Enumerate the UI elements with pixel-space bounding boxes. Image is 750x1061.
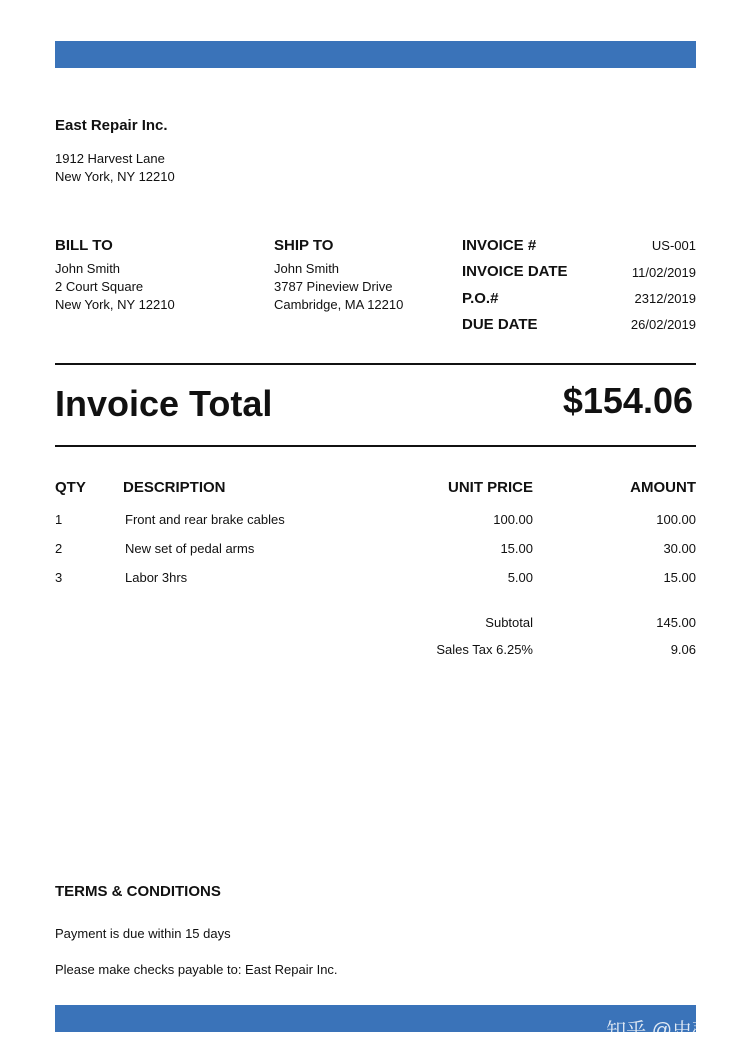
row-description: Labor 3hrs	[125, 570, 188, 585]
bill-to-name: John Smith	[55, 261, 121, 276]
bill-to-block	[55, 237, 175, 314]
ship-to-title: SHIP TO	[274, 237, 334, 254]
sales-tax-value: 9.06	[670, 642, 696, 657]
bill-to-city: New York, NY 12210	[55, 297, 175, 312]
row-qty: 2	[55, 541, 63, 556]
divider-bottom	[55, 445, 696, 447]
subtotal-value: 145.00	[656, 615, 696, 630]
row-unit-price: 5.00	[507, 570, 533, 585]
column-header-amount: AMOUNT	[630, 479, 696, 496]
footer-color-band	[55, 1005, 696, 1032]
po-number-label: P.O.#	[462, 290, 499, 307]
row-qty: 3	[55, 570, 63, 585]
company-address	[55, 150, 175, 186]
row-amount: 15.00	[663, 570, 696, 585]
header-color-band	[55, 41, 696, 68]
subtotal-label: Subtotal	[485, 615, 533, 630]
row-description: Front and rear brake cables	[125, 512, 285, 527]
column-header-qty: QTY	[55, 479, 86, 496]
invoice-date-value: 11/02/2019	[631, 265, 696, 280]
terms-payment-due: Payment is due within 15 days	[55, 926, 231, 941]
due-date-label: DUE DATE	[462, 316, 538, 333]
column-header-unit-price: UNIT PRICE	[447, 479, 533, 496]
ship-to-street: 3787 Pineview Drive	[274, 279, 393, 294]
table-row	[0, 570, 750, 588]
bill-to-street: 2 Court Square	[55, 279, 144, 294]
due-date-value: 26/02/2019	[630, 317, 696, 332]
row-amount: 100.00	[656, 512, 696, 527]
row-unit-price: 15.00	[500, 541, 533, 556]
row-description: New set of pedal arms	[125, 541, 255, 556]
row-amount: 30.00	[663, 541, 696, 556]
divider-top	[55, 363, 696, 365]
sales-tax-label: Sales Tax 6.25%	[436, 642, 533, 657]
table-row	[0, 512, 750, 530]
table-row	[0, 541, 750, 559]
row-qty: 1	[55, 512, 63, 527]
company-address-line1: 1912 Harvest Lane	[55, 151, 165, 166]
bill-to-title: BILL TO	[55, 237, 113, 254]
watermark: 知乎 @史蒂芬	[606, 1020, 732, 1042]
terms-title: TERMS & CONDITIONS	[55, 883, 221, 900]
column-header-description: DESCRIPTION	[123, 479, 226, 496]
invoice-date-label: INVOICE DATE	[462, 263, 568, 280]
terms-payable-to: Please make checks payable to: East Repair Inc.	[55, 962, 338, 977]
invoice-number-value: US-001	[651, 238, 696, 253]
company-address-line2: New York, NY 12210	[55, 169, 175, 184]
ship-to-name: John Smith	[274, 261, 340, 276]
company-name: East Repair Inc.	[55, 117, 168, 134]
po-number-value: 2312/2019	[634, 291, 696, 306]
invoice-total-value: $154.06	[562, 380, 693, 421]
row-unit-price: 100.00	[493, 512, 533, 527]
invoice-number-label: INVOICE #	[462, 237, 537, 254]
ship-to-block	[274, 237, 403, 314]
invoice-total-label: Invoice Total	[55, 383, 273, 424]
ship-to-city: Cambridge, MA 12210	[274, 297, 404, 312]
